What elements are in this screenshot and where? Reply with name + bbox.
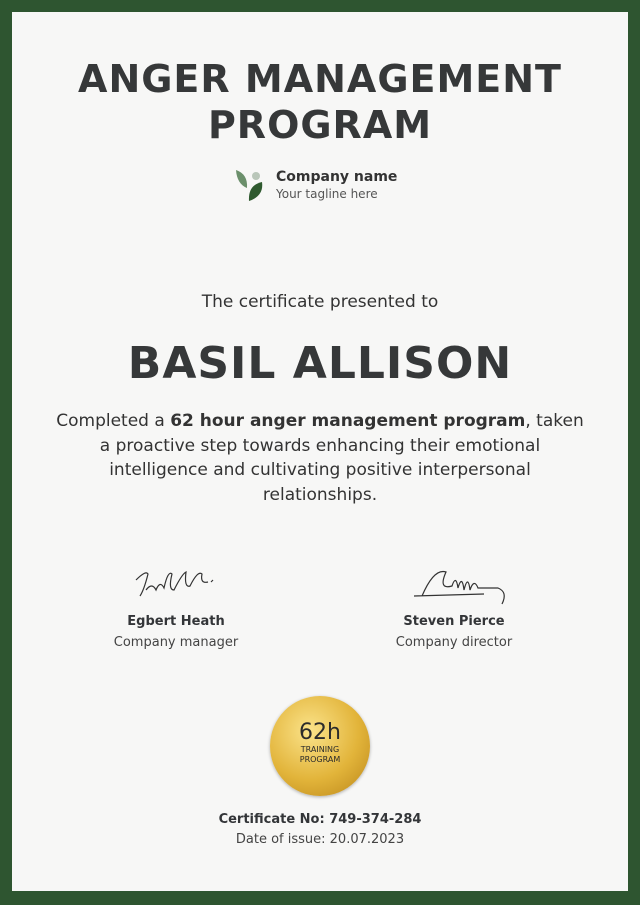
badge-line-1: TRAINING [300,745,340,754]
desc-bold: 62 hour anger management program [170,411,526,431]
certificate-number: Certificate No: 749-374-284 [218,812,422,827]
company-logo [234,168,397,202]
title-line-1: ANGER MANAGEMENT [78,57,562,101]
signer-role: Company manager [113,635,239,650]
training-badge [270,696,370,796]
description [52,409,588,507]
signer-role: Company director [395,635,513,650]
badge-line-2: PROGRAM [299,755,341,764]
desc-pre: Completed a [56,411,171,431]
signer-name: Steven Pierce [403,614,505,629]
desc-post: , taken a proactive step towards enhancing their emotional intelligence and cultivating positive interpersonal relationships. [99,411,584,505]
leaf-logo-icon [234,168,266,202]
signature-block-manager [76,560,276,650]
signature-block-director [354,560,554,650]
date-of-issue: Date of issue: 20.07.2023 [235,832,405,847]
signer-name: Egbert Heath [127,614,225,629]
presented-text: The certificate presented to [201,292,439,312]
recipient-name: BASIL ALLISON [127,338,513,389]
signature-icon [116,560,236,608]
certificate [12,12,628,891]
badge-hours: 62h [299,720,341,745]
company-name: Company name [276,169,398,185]
certificate-title [12,56,628,148]
signature-icon [394,560,514,608]
title-line-2: PROGRAM [207,103,433,147]
company-tagline: Your tagline here [276,187,378,201]
